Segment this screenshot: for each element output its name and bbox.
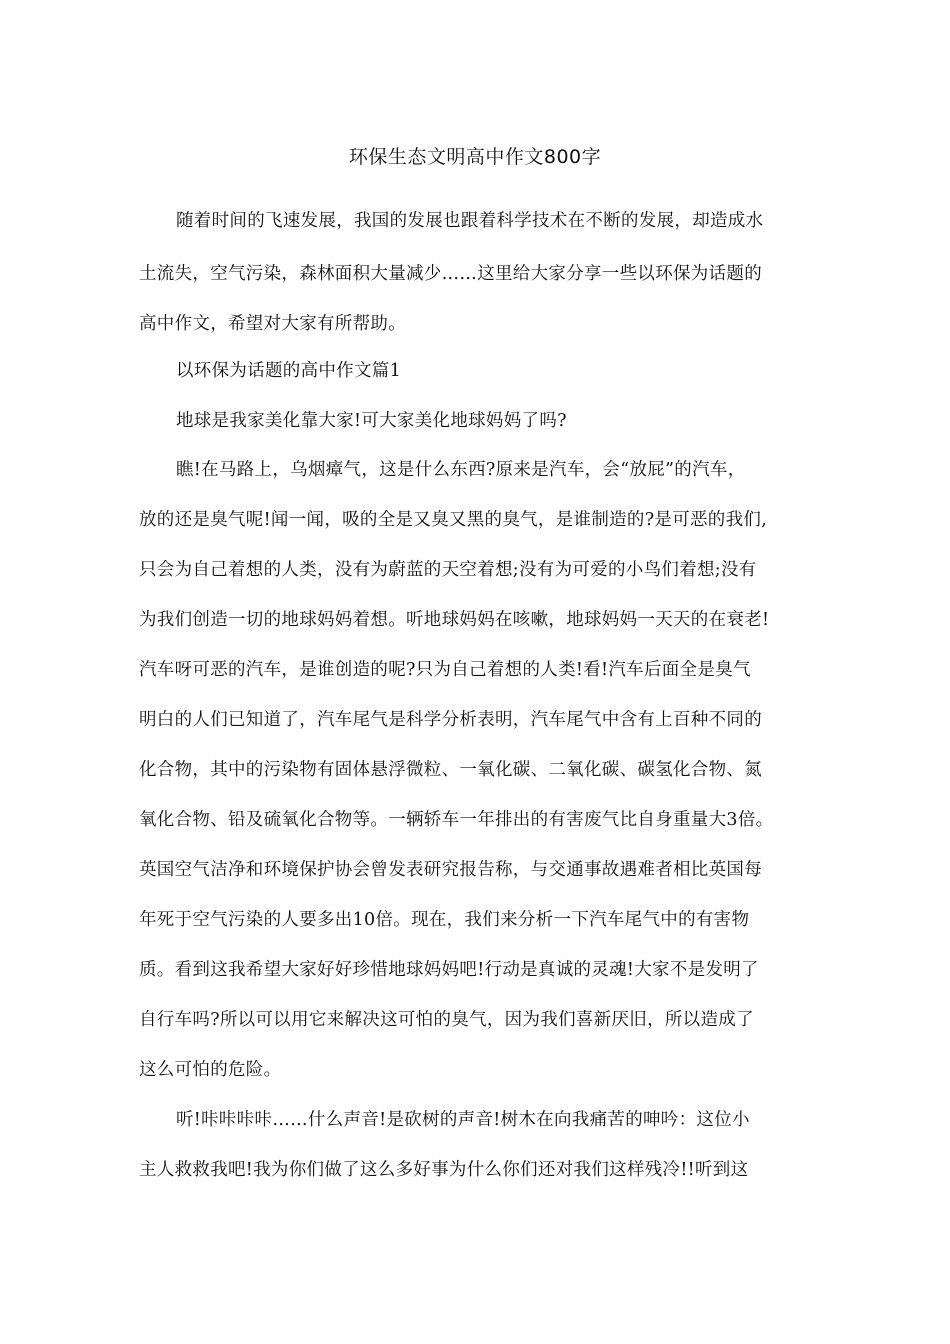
paragraph-line: 放的还是臭气呢!闻一闻，吸的全是又臭又黑的臭气，是谁制造的?是可恶的我们,	[139, 510, 768, 530]
paragraph-line: 听!咔咔咔咔……什么声音!是砍树的声音!树木在向我痛苦的呻吟：这位小	[176, 1110, 750, 1130]
paragraph-line: 明白的人们已知道了，汽车尾气是科学分析表明，汽车尾气中含有上百种不同的	[139, 710, 762, 730]
paragraph-line: 质。看到这我希望大家好好珍惜地球妈妈吧!行动是真诚的灵魂!大家不是发明了	[139, 960, 759, 980]
paragraph-line: 这么可怕的危险。	[139, 1060, 282, 1080]
paragraph-line: 汽车呀可恶的汽车，是谁创造的呢?只为自己着想的人类!看!汽车后面全是臭气	[139, 660, 751, 680]
paragraph-line: 随着时间的飞速发展，我国的发展也跟着科学技术在不断的发展，却造成水	[176, 211, 764, 231]
paragraph-line: 土流失，空气污染，森林面积大量减少……这里给大家分享一些以环保为话题的	[139, 264, 762, 284]
paragraph-line: 氧化合物、铅及硫氧化合物等。一辆轿车一年排出的有害废气比自身重量大3倍。	[139, 810, 774, 830]
paragraph-line: 自行车吗?所以可以用它来解决这可怕的臭气，因为我们喜新厌旧，所以造成了	[139, 1010, 754, 1030]
paragraph-line: 主人救救我吧!我为你们做了这么多好事为什么你们还对我们这样残冷!!听到这	[139, 1160, 749, 1180]
section-heading: 以环保为话题的高中作文篇1	[176, 361, 402, 381]
paragraph-line: 只会为自己着想的人类，没有为蔚蓝的天空着想;没有为可爱的小鸟们着想;没有	[139, 560, 757, 580]
paragraph-line: 瞧!在马路上，乌烟瘴气，这是什么东西?原来是汽车，会“放屁”的汽车，	[176, 460, 746, 480]
paragraph-line: 英国空气洁净和环境保护协会曾发表研究报告称，与交通事故遇难者相比英国每	[139, 860, 762, 880]
paragraph-line: 年死于空气污染的人要多出10倍。现在，我们来分析一下汽车尾气中的有害物	[139, 910, 750, 930]
paragraph-line: 化合物，其中的污染物有固体悬浮微粒、一氧化碳、二氧化碳、碳氢化合物、氮	[139, 760, 762, 780]
paragraph-line: 为我们创造一切的地球妈妈着想。听地球妈妈在咳嗽，地球妈妈一天天的在衰老!	[139, 610, 770, 630]
paragraph-line: 高中作文，希望对大家有所帮助。	[139, 314, 406, 334]
paragraph-line: 地球是我家美化靠大家!可大家美化地球妈妈了吗?	[176, 411, 567, 431]
document-title: 环保生态文明高中作文800字	[348, 146, 602, 168]
